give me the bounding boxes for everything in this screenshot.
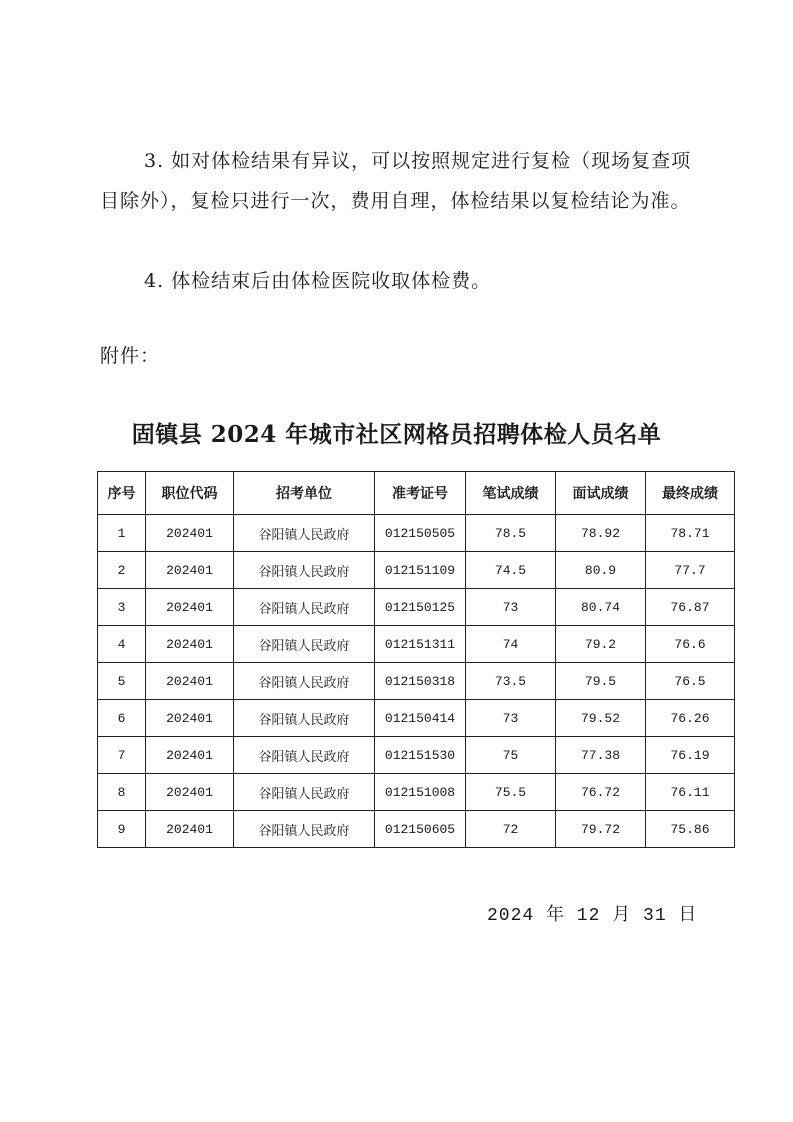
cell-index: 6 bbox=[98, 700, 146, 737]
table-row bbox=[98, 737, 735, 774]
cell-unit: 谷阳镇人民政府 bbox=[234, 774, 375, 811]
candidate-table bbox=[97, 471, 735, 848]
cell-interview-score: 79.72 bbox=[556, 811, 646, 848]
cell-unit: 谷阳镇人民政府 bbox=[234, 700, 375, 737]
cell-position-code: 202401 bbox=[146, 515, 234, 552]
cell-index: 1 bbox=[98, 515, 146, 552]
paragraph-4 bbox=[100, 261, 700, 301]
cell-unit: 谷阳镇人民政府 bbox=[234, 589, 375, 626]
paragraph-3 bbox=[100, 141, 700, 221]
cell-ticket-number: 012150505 bbox=[375, 515, 466, 552]
cell-final-score: 78.71 bbox=[646, 515, 735, 552]
cell-unit: 谷阳镇人民政府 bbox=[234, 626, 375, 663]
cell-interview-score: 77.38 bbox=[556, 737, 646, 774]
cell-interview-score: 79.52 bbox=[556, 700, 646, 737]
cell-ticket-number: 012150125 bbox=[375, 589, 466, 626]
cell-position-code: 202401 bbox=[146, 663, 234, 700]
table-row bbox=[98, 774, 735, 811]
cell-ticket-number: 012151530 bbox=[375, 737, 466, 774]
cell-final-score: 76.5 bbox=[646, 663, 735, 700]
cell-written-score: 72 bbox=[466, 811, 556, 848]
header-index: 序号 bbox=[98, 472, 146, 515]
header-written-score: 笔试成绩 bbox=[466, 472, 556, 515]
table-title: 固镇县 2024 年城市社区网格员招聘体检人员名单 bbox=[131, 421, 662, 448]
cell-index: 4 bbox=[98, 626, 146, 663]
cell-written-score: 74 bbox=[466, 626, 556, 663]
paragraph-3-text: 3. 如对体检结果有异议，可以按照规定进行复检（现场复查项目除外），复检只进行一次，费用自理，体检结果以复检结论为准。 bbox=[100, 150, 692, 212]
table-row bbox=[98, 552, 735, 589]
cell-interview-score: 79.2 bbox=[556, 626, 646, 663]
cell-position-code: 202401 bbox=[146, 737, 234, 774]
cell-position-code: 202401 bbox=[146, 589, 234, 626]
header-unit: 招考单位 bbox=[234, 472, 375, 515]
table-body bbox=[98, 515, 735, 848]
paragraph-4-text: 4. 体检结束后由体检医院收取体检费。 bbox=[144, 270, 492, 292]
cell-unit: 谷阳镇人民政府 bbox=[234, 737, 375, 774]
cell-index: 3 bbox=[98, 589, 146, 626]
table-row bbox=[98, 663, 735, 700]
table-row bbox=[98, 515, 735, 552]
attachment-label: 附件： bbox=[100, 345, 161, 367]
cell-index: 8 bbox=[98, 774, 146, 811]
cell-position-code: 202401 bbox=[146, 552, 234, 589]
cell-final-score: 76.6 bbox=[646, 626, 735, 663]
cell-written-score: 75.5 bbox=[466, 774, 556, 811]
cell-written-score: 78.5 bbox=[466, 515, 556, 552]
table-row bbox=[98, 626, 735, 663]
cell-final-score: 76.11 bbox=[646, 774, 735, 811]
cell-position-code: 202401 bbox=[146, 626, 234, 663]
cell-final-score: 76.26 bbox=[646, 700, 735, 737]
cell-ticket-number: 012151008 bbox=[375, 774, 466, 811]
cell-written-score: 75 bbox=[466, 737, 556, 774]
cell-written-score: 74.5 bbox=[466, 552, 556, 589]
cell-interview-score: 76.72 bbox=[556, 774, 646, 811]
cell-position-code: 202401 bbox=[146, 700, 234, 737]
cell-unit: 谷阳镇人民政府 bbox=[234, 663, 375, 700]
cell-ticket-number: 012151109 bbox=[375, 552, 466, 589]
cell-interview-score: 78.92 bbox=[556, 515, 646, 552]
cell-unit: 谷阳镇人民政府 bbox=[234, 811, 375, 848]
document-date: 2024 年 12 月 31 日 bbox=[487, 906, 698, 926]
cell-interview-score: 79.5 bbox=[556, 663, 646, 700]
cell-ticket-number: 012150605 bbox=[375, 811, 466, 848]
table-header-row bbox=[98, 472, 735, 515]
header-interview-score: 面试成绩 bbox=[556, 472, 646, 515]
table-row bbox=[98, 589, 735, 626]
header-position-code: 职位代码 bbox=[146, 472, 234, 515]
cell-ticket-number: 012151311 bbox=[375, 626, 466, 663]
cell-final-score: 76.87 bbox=[646, 589, 735, 626]
cell-position-code: 202401 bbox=[146, 811, 234, 848]
cell-index: 9 bbox=[98, 811, 146, 848]
cell-ticket-number: 012150318 bbox=[375, 663, 466, 700]
cell-final-score: 77.7 bbox=[646, 552, 735, 589]
header-final-score: 最终成绩 bbox=[646, 472, 735, 515]
cell-written-score: 73.5 bbox=[466, 663, 556, 700]
cell-position-code: 202401 bbox=[146, 774, 234, 811]
cell-final-score: 75.86 bbox=[646, 811, 735, 848]
cell-index: 2 bbox=[98, 552, 146, 589]
cell-interview-score: 80.74 bbox=[556, 589, 646, 626]
cell-index: 7 bbox=[98, 737, 146, 774]
table-row bbox=[98, 811, 735, 848]
cell-interview-score: 80.9 bbox=[556, 552, 646, 589]
cell-written-score: 73 bbox=[466, 589, 556, 626]
cell-written-score: 73 bbox=[466, 700, 556, 737]
cell-unit: 谷阳镇人民政府 bbox=[234, 515, 375, 552]
cell-index: 5 bbox=[98, 663, 146, 700]
cell-unit: 谷阳镇人民政府 bbox=[234, 552, 375, 589]
cell-final-score: 76.19 bbox=[646, 737, 735, 774]
table-row bbox=[98, 700, 735, 737]
header-ticket-number: 准考证号 bbox=[375, 472, 466, 515]
cell-ticket-number: 012150414 bbox=[375, 700, 466, 737]
